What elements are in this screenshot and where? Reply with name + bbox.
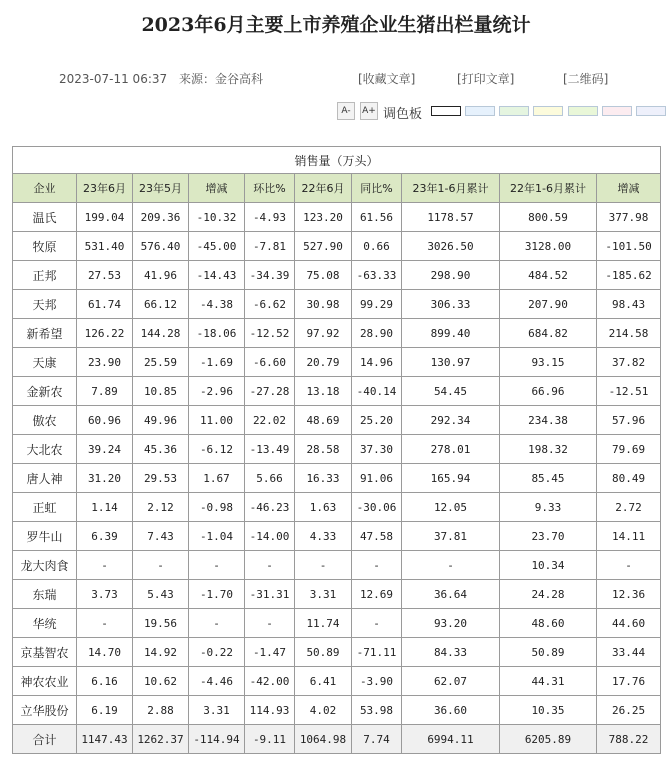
value-cell: 33.44 [597, 638, 661, 667]
favorite-link[interactable]: [收藏文章] [358, 72, 416, 86]
table-row [13, 261, 661, 290]
value-cell: 44.31 [500, 667, 597, 696]
value-cell: -46.23 [245, 493, 295, 522]
value-cell: 41.96 [133, 261, 189, 290]
value-cell: 126.22 [77, 319, 133, 348]
value-cell: -6.12 [189, 435, 245, 464]
value-cell: 209.36 [133, 203, 189, 232]
value-cell: 4.02 [295, 696, 352, 725]
value-cell: 527.90 [295, 232, 352, 261]
value-cell: -4.46 [189, 667, 245, 696]
value-cell: 36.64 [402, 580, 500, 609]
value-cell: -1.69 [189, 348, 245, 377]
value-cell: 377.98 [597, 203, 661, 232]
palette-swatch[interactable] [431, 106, 461, 116]
value-cell: - [597, 551, 661, 580]
value-cell: 12.69 [352, 580, 402, 609]
company-cell: 华统 [13, 609, 77, 638]
value-cell: 2.88 [133, 696, 189, 725]
value-cell: 11.74 [295, 609, 352, 638]
value-cell: 278.01 [402, 435, 500, 464]
company-cell: 温氏 [13, 203, 77, 232]
value-cell: - [133, 551, 189, 580]
value-cell: 576.40 [133, 232, 189, 261]
value-cell: -45.00 [189, 232, 245, 261]
value-cell: -63.33 [352, 261, 402, 290]
value-cell: 14.70 [77, 638, 133, 667]
value-cell: -0.98 [189, 493, 245, 522]
value-cell: 60.96 [77, 406, 133, 435]
value-cell: 6.41 [295, 667, 352, 696]
value-cell: - [352, 551, 402, 580]
value-cell: -13.49 [245, 435, 295, 464]
company-cell: 合计 [13, 725, 77, 754]
value-cell: 93.15 [500, 348, 597, 377]
value-cell: 2.12 [133, 493, 189, 522]
value-cell: 6.16 [77, 667, 133, 696]
value-cell: -12.51 [597, 377, 661, 406]
table-row [13, 290, 661, 319]
value-cell: 23.70 [500, 522, 597, 551]
palette-swatch[interactable] [568, 106, 598, 116]
value-cell: 14.92 [133, 638, 189, 667]
value-cell: -2.96 [189, 377, 245, 406]
value-cell: -9.11 [245, 725, 295, 754]
table-row [13, 522, 661, 551]
value-cell: 1178.57 [402, 203, 500, 232]
value-cell: -71.11 [352, 638, 402, 667]
company-cell: 金新农 [13, 377, 77, 406]
value-cell: 298.90 [402, 261, 500, 290]
value-cell: 61.74 [77, 290, 133, 319]
value-cell: 484.52 [500, 261, 597, 290]
column-header: 增减 [597, 174, 661, 203]
value-cell: - [245, 609, 295, 638]
column-header: 22年1-6月累计 [500, 174, 597, 203]
value-cell: -1.70 [189, 580, 245, 609]
value-cell: 44.60 [597, 609, 661, 638]
company-cell: 正虹 [13, 493, 77, 522]
value-cell: - [189, 609, 245, 638]
value-cell: -185.62 [597, 261, 661, 290]
qrcode-link[interactable]: [二维码] [563, 72, 609, 86]
table-row [13, 638, 661, 667]
value-cell: - [77, 551, 133, 580]
table-row [13, 667, 661, 696]
value-cell: 26.25 [597, 696, 661, 725]
table-row [13, 348, 661, 377]
value-cell: 6994.11 [402, 725, 500, 754]
value-cell: 37.82 [597, 348, 661, 377]
column-header: 22年6月 [295, 174, 352, 203]
value-cell: 98.43 [597, 290, 661, 319]
value-cell: 36.60 [402, 696, 500, 725]
value-cell: 31.20 [77, 464, 133, 493]
value-cell: 3.31 [189, 696, 245, 725]
value-cell: 75.08 [295, 261, 352, 290]
value-cell: 292.34 [402, 406, 500, 435]
value-cell: 7.43 [133, 522, 189, 551]
table-header-row [13, 174, 661, 203]
table-body [13, 203, 661, 754]
value-cell: 53.98 [352, 696, 402, 725]
table-row [13, 377, 661, 406]
table-row [13, 406, 661, 435]
value-cell: 10.62 [133, 667, 189, 696]
table-row [13, 435, 661, 464]
value-cell: 3026.50 [402, 232, 500, 261]
value-cell: 6205.89 [500, 725, 597, 754]
value-cell: - [352, 609, 402, 638]
value-cell: - [189, 551, 245, 580]
value-cell: 24.28 [500, 580, 597, 609]
value-cell: 165.94 [402, 464, 500, 493]
article-source: 来源：金谷高科 [178, 72, 263, 86]
value-cell: - [402, 551, 500, 580]
table-row [13, 232, 661, 261]
value-cell: 3.31 [295, 580, 352, 609]
company-cell: 天康 [13, 348, 77, 377]
value-cell: -14.43 [189, 261, 245, 290]
value-cell: 14.11 [597, 522, 661, 551]
value-cell: -12.52 [245, 319, 295, 348]
print-link[interactable]: [打印文章] [457, 72, 515, 86]
column-header: 环比% [245, 174, 295, 203]
value-cell: 61.56 [352, 203, 402, 232]
value-cell: 12.05 [402, 493, 500, 522]
value-cell: 66.96 [500, 377, 597, 406]
value-cell: 37.81 [402, 522, 500, 551]
value-cell: 4.33 [295, 522, 352, 551]
value-cell: -6.60 [245, 348, 295, 377]
table-row [13, 609, 661, 638]
company-cell: 唐人神 [13, 464, 77, 493]
value-cell: 2.72 [597, 493, 661, 522]
value-cell: 16.33 [295, 464, 352, 493]
value-cell: 84.33 [402, 638, 500, 667]
value-cell: 800.59 [500, 203, 597, 232]
value-cell: 1262.37 [133, 725, 189, 754]
company-cell: 天邦 [13, 290, 77, 319]
value-cell: 234.38 [500, 406, 597, 435]
value-cell: -31.31 [245, 580, 295, 609]
company-cell: 京基智农 [13, 638, 77, 667]
table-row [13, 551, 661, 580]
value-cell: 93.20 [402, 609, 500, 638]
column-header: 23年1-6月累计 [402, 174, 500, 203]
value-cell: 3.73 [77, 580, 133, 609]
value-cell: -114.94 [189, 725, 245, 754]
value-cell: 10.85 [133, 377, 189, 406]
value-cell: - [245, 551, 295, 580]
value-cell: -34.39 [245, 261, 295, 290]
value-cell: 114.93 [245, 696, 295, 725]
value-cell: 39.24 [77, 435, 133, 464]
value-cell: -7.81 [245, 232, 295, 261]
table-row [13, 696, 661, 725]
company-cell: 傲农 [13, 406, 77, 435]
value-cell: 13.18 [295, 377, 352, 406]
value-cell: 130.97 [402, 348, 500, 377]
sales-table [12, 146, 661, 754]
value-cell: 66.12 [133, 290, 189, 319]
value-cell: -42.00 [245, 667, 295, 696]
palette-swatch[interactable] [602, 106, 632, 116]
value-cell: 199.04 [77, 203, 133, 232]
value-cell: 54.45 [402, 377, 500, 406]
value-cell: 62.07 [402, 667, 500, 696]
palette-swatch[interactable] [533, 106, 563, 116]
value-cell: -14.00 [245, 522, 295, 551]
value-cell: 91.06 [352, 464, 402, 493]
value-cell: 1.14 [77, 493, 133, 522]
value-cell: 1.63 [295, 493, 352, 522]
column-header: 增减 [189, 174, 245, 203]
value-cell: 6.19 [77, 696, 133, 725]
value-cell: 5.43 [133, 580, 189, 609]
value-cell: 10.35 [500, 696, 597, 725]
value-cell: 30.98 [295, 290, 352, 319]
value-cell: 531.40 [77, 232, 133, 261]
value-cell: 48.69 [295, 406, 352, 435]
value-cell: 49.96 [133, 406, 189, 435]
value-cell: -101.50 [597, 232, 661, 261]
article-meta [59, 70, 271, 87]
value-cell: 5.66 [245, 464, 295, 493]
value-cell: -6.62 [245, 290, 295, 319]
value-cell: 788.22 [597, 725, 661, 754]
company-cell: 牧原 [13, 232, 77, 261]
palette-swatch[interactable] [465, 106, 495, 116]
value-cell: -1.47 [245, 638, 295, 667]
company-cell: 大北农 [13, 435, 77, 464]
value-cell: -18.06 [189, 319, 245, 348]
value-cell: 97.92 [295, 319, 352, 348]
value-cell: 79.69 [597, 435, 661, 464]
value-cell: 144.28 [133, 319, 189, 348]
value-cell: 123.20 [295, 203, 352, 232]
value-cell: -30.06 [352, 493, 402, 522]
value-cell: 17.76 [597, 667, 661, 696]
value-cell: - [295, 551, 352, 580]
value-cell: 3128.00 [500, 232, 597, 261]
value-cell: - [77, 609, 133, 638]
value-cell: 25.20 [352, 406, 402, 435]
value-cell: 20.79 [295, 348, 352, 377]
value-cell: 29.53 [133, 464, 189, 493]
company-cell: 龙大肉食 [13, 551, 77, 580]
value-cell: 37.30 [352, 435, 402, 464]
table-row [13, 580, 661, 609]
company-cell: 东瑞 [13, 580, 77, 609]
table-caption: 销售量（万头） [13, 147, 661, 174]
palette-swatch[interactable] [499, 106, 529, 116]
value-cell: 45.36 [133, 435, 189, 464]
value-cell: 7.89 [77, 377, 133, 406]
company-cell: 新希望 [13, 319, 77, 348]
palette-swatch[interactable] [636, 106, 666, 116]
value-cell: 28.90 [352, 319, 402, 348]
font-larger-button[interactable]: A+ [360, 102, 378, 120]
value-cell: 28.58 [295, 435, 352, 464]
value-cell: 50.89 [295, 638, 352, 667]
value-cell: 80.49 [597, 464, 661, 493]
value-cell: -27.28 [245, 377, 295, 406]
value-cell: 6.39 [77, 522, 133, 551]
value-cell: 7.74 [352, 725, 402, 754]
value-cell: 23.90 [77, 348, 133, 377]
value-cell: -4.38 [189, 290, 245, 319]
value-cell: 1.67 [189, 464, 245, 493]
value-cell: 50.89 [500, 638, 597, 667]
company-cell: 立华股份 [13, 696, 77, 725]
table-row [13, 203, 661, 232]
total-row [13, 725, 661, 754]
value-cell: -4.93 [245, 203, 295, 232]
value-cell: 47.58 [352, 522, 402, 551]
value-cell: 99.29 [352, 290, 402, 319]
value-cell: -10.32 [189, 203, 245, 232]
value-cell: 22.02 [245, 406, 295, 435]
company-cell: 正邦 [13, 261, 77, 290]
table-row [13, 493, 661, 522]
value-cell: 214.58 [597, 319, 661, 348]
column-header: 23年6月 [77, 174, 133, 203]
value-cell: 198.32 [500, 435, 597, 464]
column-header: 同比% [352, 174, 402, 203]
palette-label: 调色板 [383, 107, 423, 122]
value-cell: -1.04 [189, 522, 245, 551]
value-cell: 684.82 [500, 319, 597, 348]
value-cell: 306.33 [402, 290, 500, 319]
value-cell: 9.33 [500, 493, 597, 522]
value-cell: 1064.98 [295, 725, 352, 754]
value-cell: 19.56 [133, 609, 189, 638]
value-cell: 27.53 [77, 261, 133, 290]
value-cell: -3.90 [352, 667, 402, 696]
value-cell: 10.34 [500, 551, 597, 580]
value-cell: 207.90 [500, 290, 597, 319]
company-cell: 罗牛山 [13, 522, 77, 551]
value-cell: 57.96 [597, 406, 661, 435]
table-row [13, 319, 661, 348]
value-cell: 12.36 [597, 580, 661, 609]
column-header: 23年5月 [133, 174, 189, 203]
value-cell: -40.14 [352, 377, 402, 406]
value-cell: -0.22 [189, 638, 245, 667]
value-cell: 1147.43 [77, 725, 133, 754]
value-cell: 0.66 [352, 232, 402, 261]
column-header: 企业 [13, 174, 77, 203]
value-cell: 25.59 [133, 348, 189, 377]
table-row [13, 464, 661, 493]
font-smaller-button[interactable]: A- [337, 102, 355, 120]
value-cell: 11.00 [189, 406, 245, 435]
article-title: 2023年6月主要上市养殖企业生猪出栏量统计 [141, 14, 531, 36]
value-cell: 85.45 [500, 464, 597, 493]
value-cell: 14.96 [352, 348, 402, 377]
publish-date: 2023-07-11 06:37 [59, 72, 168, 86]
value-cell: 899.40 [402, 319, 500, 348]
value-cell: 48.60 [500, 609, 597, 638]
company-cell: 神农农业 [13, 667, 77, 696]
